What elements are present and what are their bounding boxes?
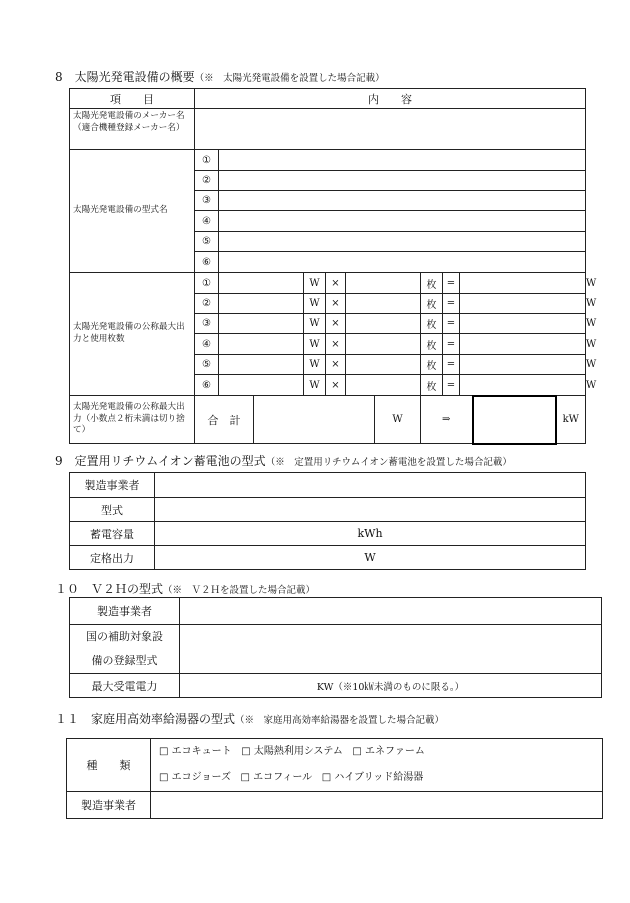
- section-10-title: [55, 580, 315, 597]
- model-num: ③: [195, 191, 219, 211]
- model-field-2[interactable]: [219, 171, 586, 191]
- battery-output-field[interactable]: [155, 546, 586, 570]
- output-count-input[interactable]: [346, 294, 421, 314]
- output-num: ②: [195, 294, 219, 314]
- section-9-heading: 9 定置用リチウムイオン蓄電池の型式: [55, 454, 266, 468]
- solar-table: 項 目 内 容 太陽光発電設備のメーカー名（適合機種登録メーカー名） 太陽光発電設備の型式名 ① ② ③ ④ ⑤ ⑥ 太陽光発電設備の公称最大出力と使用枚数 ① W × 枚 = W ② W × 枚 = W ③ W × 枚 = W ④ W × 枚 = W ⑤ W × 枚 = W ⑥ W × 枚 = W 太陽光発電設備の公称最大出力（小数点２桁未満は切り捨て） 合 計 W ⇒ kW: [69, 88, 586, 445]
- option-solar-thermal: 太陽熱利用システム: [253, 746, 343, 757]
- maker-field[interactable]: [195, 109, 586, 150]
- output-result-input[interactable]: [460, 375, 586, 396]
- col-item-header: 項 目: [70, 89, 195, 109]
- v2h-reg-label: [70, 625, 180, 674]
- v2h-maker-label: 製造事業者: [70, 598, 180, 625]
- battery-model-field[interactable]: [155, 498, 586, 522]
- heater-maker-field[interactable]: [151, 792, 603, 819]
- v2h-reg-label-line1: 国の補助対象設: [86, 630, 163, 643]
- equals-sign: =: [443, 334, 460, 355]
- checkbox-hybrid[interactable]: □: [321, 772, 332, 783]
- v2h-table: [69, 597, 602, 698]
- output-watt-input[interactable]: [219, 334, 304, 355]
- output-result-input[interactable]: [460, 334, 586, 355]
- model-field-5[interactable]: [219, 232, 586, 252]
- v2h-max-power-label: 最大受電電力: [70, 674, 180, 698]
- section-8-title: [55, 68, 385, 85]
- unit-sheets: 枚: [421, 355, 443, 375]
- output-count-input[interactable]: [346, 355, 421, 375]
- output-label-text: 太陽光発電設備の公称最大出力と使用枚数: [73, 322, 185, 344]
- output-result-input[interactable]: [460, 294, 586, 314]
- unit-w: W: [304, 355, 326, 375]
- unit-w: W: [304, 294, 326, 314]
- v2h-maker-field[interactable]: [180, 598, 602, 625]
- section-9-note: （※ 定置用リチウムイオン蓄電池を設置した場合記載）: [265, 457, 512, 468]
- model-num: ⑥: [195, 252, 219, 273]
- col-content-header: 内 容: [195, 89, 586, 109]
- total-kw-input[interactable]: [473, 396, 556, 444]
- v2h-reg-label-line2: 備の登録型式: [91, 654, 158, 667]
- section-10-note: （※ Ｖ２Ｈを設置した場合記載）: [163, 585, 316, 596]
- battery-model-label: 型式: [70, 498, 155, 522]
- battery-maker-field[interactable]: [155, 473, 586, 498]
- battery-maker-label: 製造事業者: [70, 473, 155, 498]
- times-sign: ×: [326, 314, 346, 334]
- model-num: ⑤: [195, 232, 219, 252]
- unit-sheets: 枚: [421, 334, 443, 355]
- output-count-input[interactable]: [346, 314, 421, 334]
- option-enefarm: エネファーム: [365, 746, 425, 757]
- section-10-heading: １０ Ｖ２Ｈの型式: [55, 582, 164, 596]
- model-field-1[interactable]: [219, 150, 586, 171]
- times-sign: ×: [326, 294, 346, 314]
- unit-sheets: 枚: [421, 273, 443, 294]
- heater-type-label: 種 類: [67, 739, 151, 792]
- output-num: ③: [195, 314, 219, 334]
- checkbox-enefarm[interactable]: □: [352, 746, 362, 757]
- unit-w: W: [304, 273, 326, 294]
- equals-sign: =: [443, 355, 460, 375]
- output-watt-input[interactable]: [219, 355, 304, 375]
- sum-label: 合 計: [195, 396, 254, 444]
- water-heater-table: [66, 738, 603, 819]
- unit-sheets: 枚: [421, 375, 443, 396]
- heater-options-row-1: [159, 739, 602, 765]
- section-11-note: （※ 家庭用高効率給湯器を設置した場合記載）: [235, 715, 445, 726]
- equals-sign: =: [443, 314, 460, 334]
- output-num: ④: [195, 334, 219, 355]
- output-watt-input[interactable]: [219, 294, 304, 314]
- checkbox-ecofeel[interactable]: □: [240, 772, 250, 783]
- model-field-4[interactable]: [219, 211, 586, 232]
- output-count-input[interactable]: [346, 334, 421, 355]
- output-count-input[interactable]: [346, 375, 421, 396]
- unit-w: W: [304, 375, 326, 396]
- model-label-text: 太陽光発電設備の型式名: [73, 205, 168, 216]
- output-label: [70, 273, 195, 396]
- times-sign: ×: [326, 273, 346, 294]
- option-ecofeel: エコフィール: [253, 772, 313, 783]
- heater-options-row-2: [159, 765, 602, 791]
- v2h-max-power-field[interactable]: [180, 674, 602, 698]
- equals-sign: =: [443, 375, 460, 396]
- output-count-input[interactable]: [346, 273, 421, 294]
- output-watt-input[interactable]: [219, 273, 304, 294]
- unit-w: W: [304, 334, 326, 355]
- battery-capacity-label: 蓄電容量: [70, 522, 155, 546]
- model-num: ①: [195, 150, 219, 171]
- output-unit: W: [364, 551, 376, 564]
- heater-maker-label: 製造事業者: [67, 792, 151, 819]
- output-result-input[interactable]: [460, 273, 586, 294]
- battery-output-label: 定格出力: [70, 546, 155, 570]
- battery-table: [69, 472, 586, 570]
- v2h-reg-field[interactable]: [180, 625, 602, 674]
- section-8-note: （※ 太陽光発電設備を設置した場合記載）: [194, 73, 385, 84]
- model-field-3[interactable]: [219, 191, 586, 211]
- maker-label: 太陽光発電設備のメーカー名（適合機種登録メーカー名）: [70, 109, 195, 150]
- output-num: ⑥: [195, 375, 219, 396]
- unit-kw: kW: [556, 396, 586, 444]
- total-label: [70, 396, 195, 444]
- option-hybrid: ハイブリッド給湯器: [334, 772, 424, 783]
- model-label: [70, 150, 195, 273]
- checkbox-solar-thermal[interactable]: □: [241, 746, 251, 757]
- checkbox-ecojozu[interactable]: □: [159, 772, 169, 783]
- capacity-unit: kWh: [357, 527, 383, 540]
- option-ecojozu: エコジョーズ: [171, 772, 231, 783]
- times-sign: ×: [326, 334, 346, 355]
- checkbox-ecocute[interactable]: □: [159, 746, 169, 757]
- times-sign: ×: [326, 375, 346, 396]
- model-num: ②: [195, 171, 219, 191]
- arrow-sign: ⇒: [421, 396, 473, 444]
- model-field-6[interactable]: [219, 252, 586, 273]
- output-result-input[interactable]: [460, 355, 586, 375]
- total-watt-input[interactable]: [254, 396, 375, 444]
- output-result-input[interactable]: [460, 314, 586, 334]
- times-sign: ×: [326, 355, 346, 375]
- section-11-title: [55, 710, 444, 727]
- section-8-heading: 8 太陽光発電設備の概要: [55, 70, 195, 84]
- option-ecocute: エコキュート: [171, 746, 232, 757]
- output-watt-input[interactable]: [219, 314, 304, 334]
- unit-sheets: 枚: [421, 314, 443, 334]
- model-num: ④: [195, 211, 219, 232]
- output-num: ①: [195, 273, 219, 294]
- output-watt-input[interactable]: [219, 375, 304, 396]
- output-num: ⑤: [195, 355, 219, 375]
- total-unit-w: W: [375, 396, 421, 444]
- section-11-heading: １１ 家庭用高効率給湯器の型式: [55, 712, 236, 726]
- section-9-title: [55, 452, 512, 469]
- heater-type-options: [151, 739, 603, 792]
- max-power-unit: KW（※10㎾未満のものに限る。）: [316, 681, 465, 693]
- battery-capacity-field[interactable]: [155, 522, 586, 546]
- equals-sign: =: [443, 294, 460, 314]
- unit-sheets: 枚: [421, 294, 443, 314]
- total-label-text: 太陽光発電設備の公称最大出力（小数点２桁未満は切り捨て）: [73, 402, 185, 436]
- unit-w: W: [304, 314, 326, 334]
- equals-sign: =: [443, 273, 460, 294]
